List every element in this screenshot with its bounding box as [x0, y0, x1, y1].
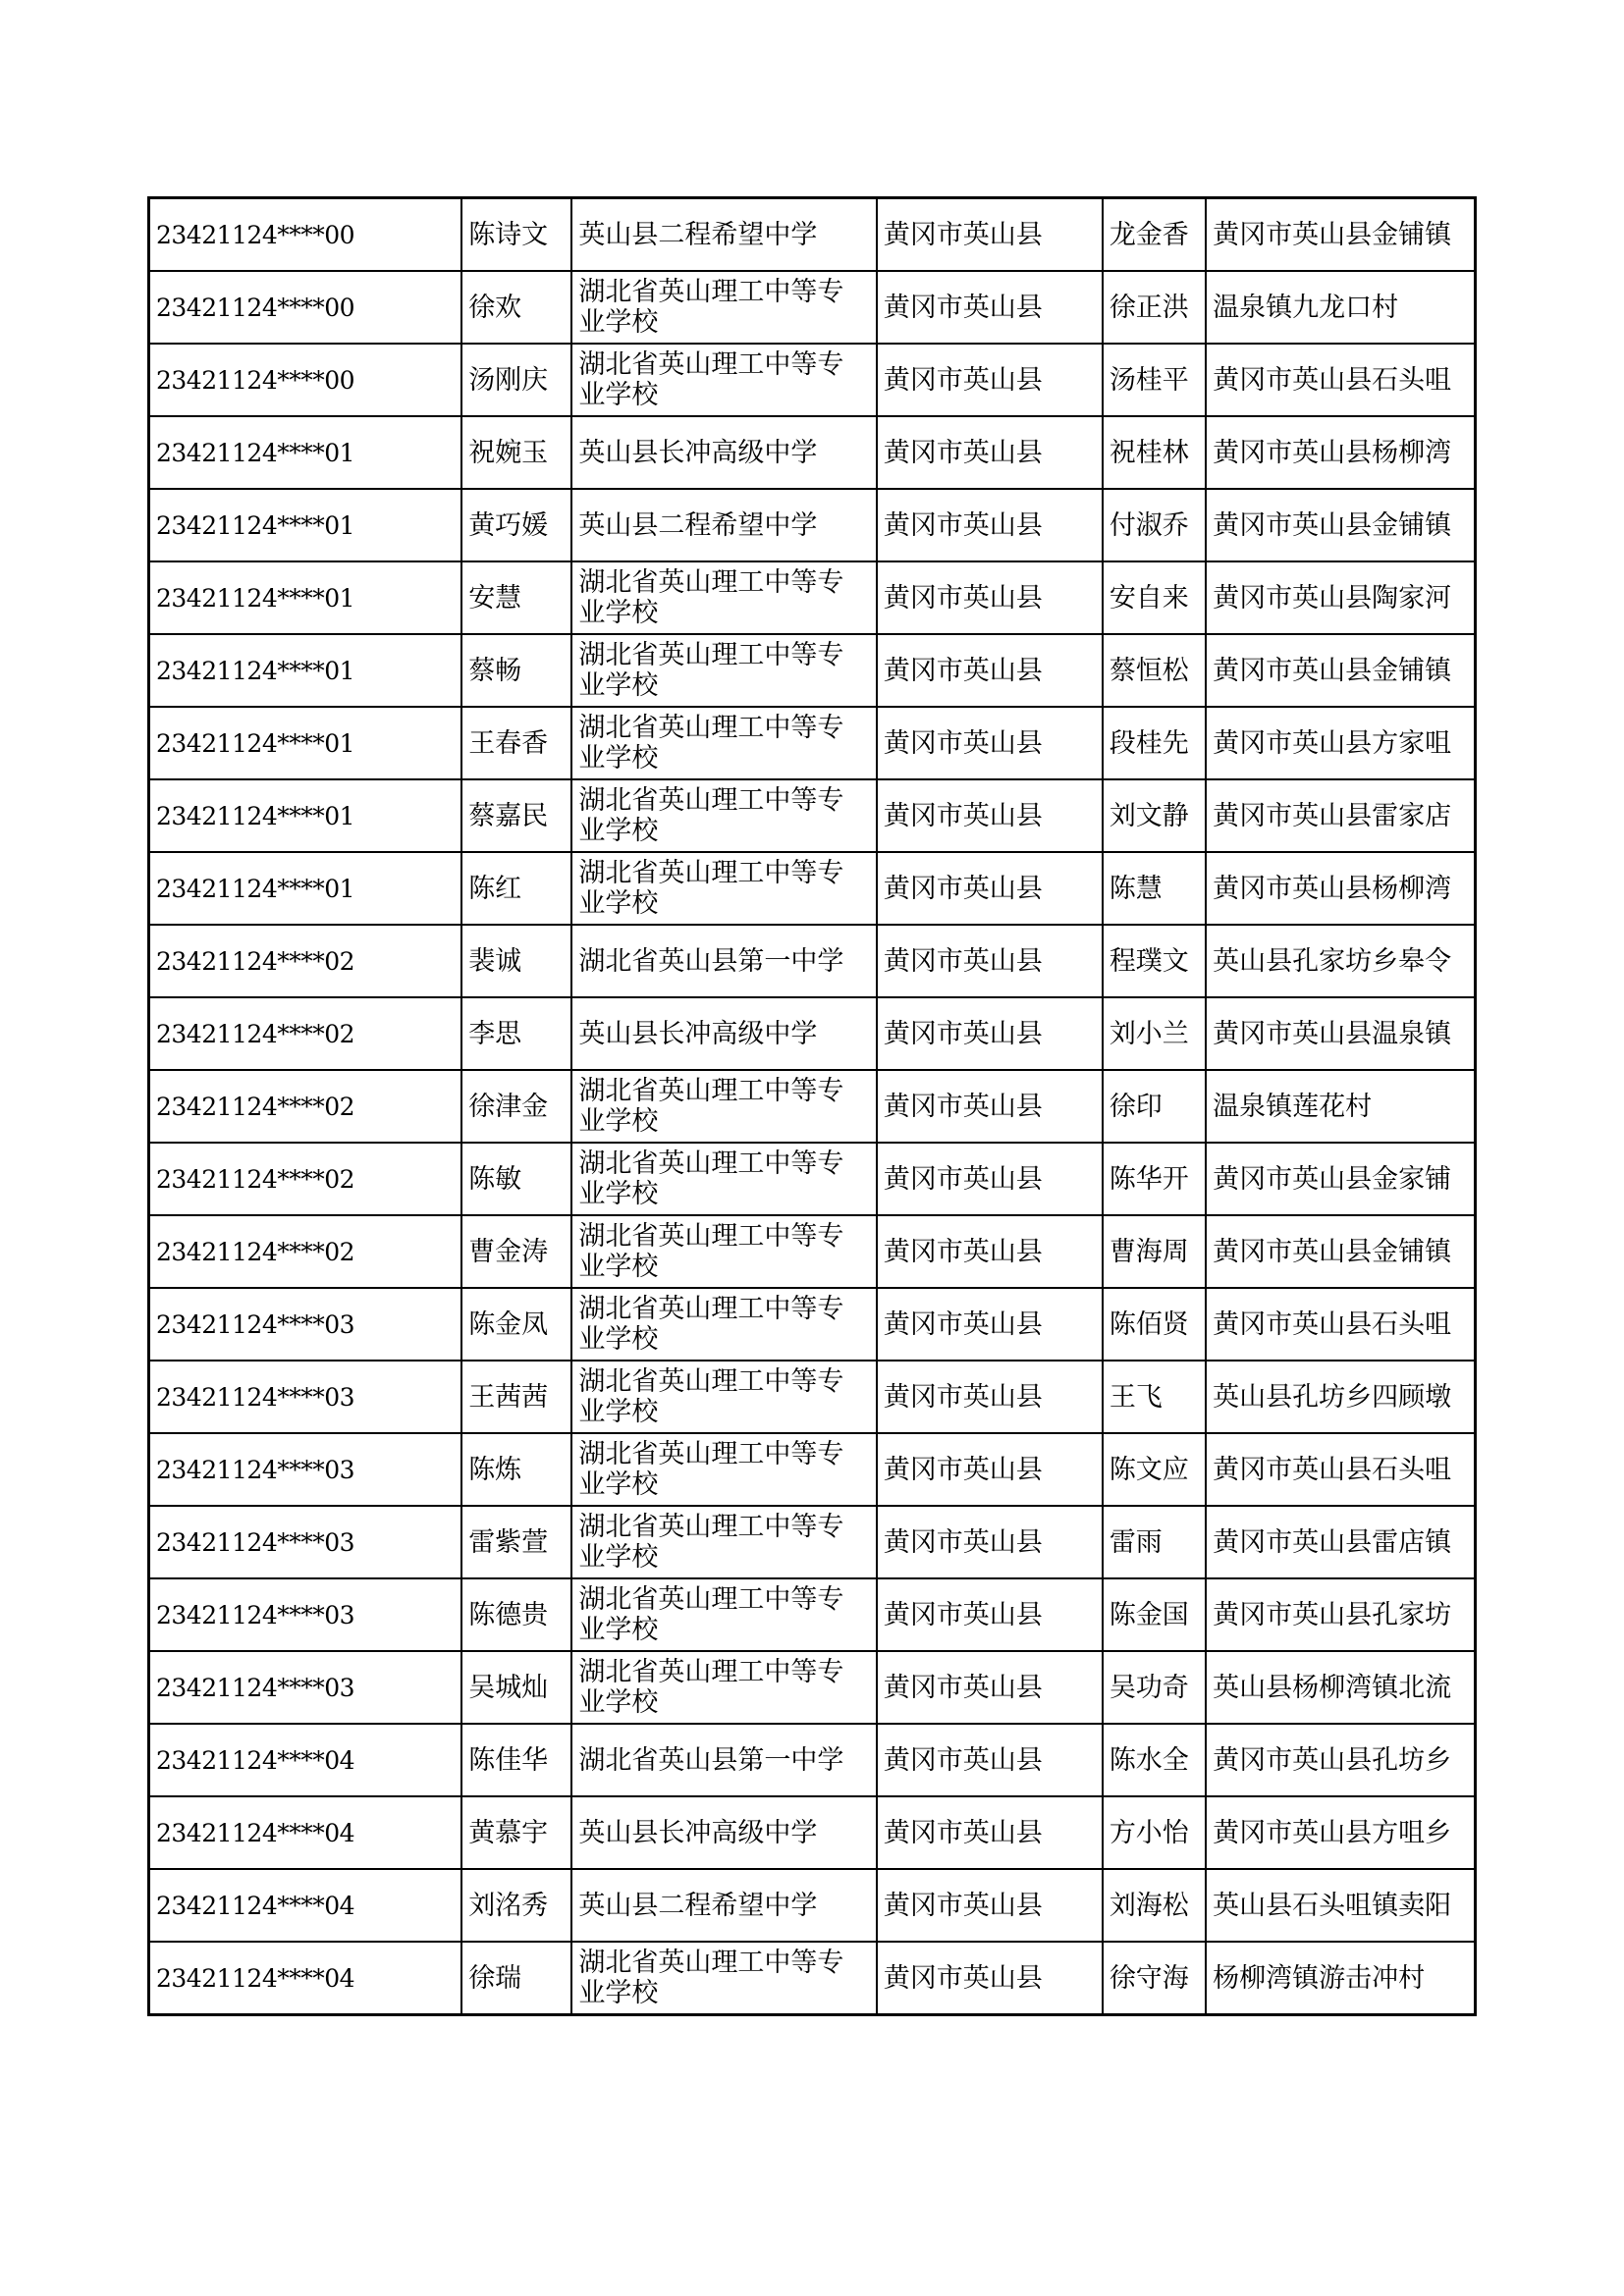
school-cell: 湖北省英山理工中等专业学校: [571, 634, 876, 707]
region-cell: 黄冈市英山县: [877, 1215, 1103, 1288]
table-row: [149, 852, 1476, 925]
student-name-cell: 陈红: [461, 852, 571, 925]
table-row: [149, 707, 1476, 779]
address-cell: 黄冈市英山县金家铺: [1206, 1143, 1475, 1215]
student-name-cell: 裴诚: [461, 925, 571, 997]
student-name-cell: 雷紫萱: [461, 1506, 571, 1578]
table-row: [149, 416, 1476, 489]
student-name-cell: 陈炼: [461, 1433, 571, 1506]
table-row: [149, 1361, 1476, 1433]
table-row: [149, 561, 1476, 634]
address-cell: 黄冈市英山县杨柳湾: [1206, 416, 1475, 489]
guardian-name-cell: 段桂先: [1103, 707, 1206, 779]
student-name-cell: 徐瑞: [461, 1942, 571, 2015]
guardian-name-cell: 陈金国: [1103, 1578, 1206, 1651]
guardian-name-cell: 刘小兰: [1103, 997, 1206, 1070]
table-row: [149, 344, 1476, 416]
region-cell: 黄冈市英山县: [877, 561, 1103, 634]
guardian-name-cell: 徐守海: [1103, 1942, 1206, 2015]
id-number-cell: 23421124****04: [149, 1724, 462, 1796]
school-cell: 英山县二程希望中学: [571, 1869, 876, 1942]
guardian-name-cell: 曹海周: [1103, 1215, 1206, 1288]
guardian-name-cell: 徐印: [1103, 1070, 1206, 1143]
id-number-cell: 23421124****04: [149, 1869, 462, 1942]
student-name-cell: 王春香: [461, 707, 571, 779]
id-number-cell: 23421124****03: [149, 1288, 462, 1361]
region-cell: 黄冈市英山县: [877, 997, 1103, 1070]
id-number-cell: 23421124****02: [149, 1143, 462, 1215]
address-cell: 黄冈市英山县石头咀: [1206, 344, 1475, 416]
school-cell: 湖北省英山理工中等专业学校: [571, 852, 876, 925]
school-cell: 湖北省英山理工中等专业学校: [571, 1578, 876, 1651]
student-name-cell: 刘洺秀: [461, 1869, 571, 1942]
id-number-cell: 23421124****03: [149, 1433, 462, 1506]
guardian-name-cell: 陈文应: [1103, 1433, 1206, 1506]
region-cell: 黄冈市英山县: [877, 1724, 1103, 1796]
id-number-cell: 23421124****01: [149, 634, 462, 707]
school-cell: 湖北省英山理工中等专业学校: [571, 271, 876, 344]
id-number-cell: 23421124****01: [149, 707, 462, 779]
region-cell: 黄冈市英山县: [877, 1070, 1103, 1143]
student-name-cell: 吴城灿: [461, 1651, 571, 1724]
school-cell: 英山县二程希望中学: [571, 198, 876, 272]
id-number-cell: 23421124****03: [149, 1651, 462, 1724]
guardian-name-cell: 方小怡: [1103, 1796, 1206, 1869]
school-cell: 英山县二程希望中学: [571, 489, 876, 561]
id-number-cell: 23421124****01: [149, 852, 462, 925]
region-cell: 黄冈市英山县: [877, 416, 1103, 489]
school-cell: 湖北省英山县第一中学: [571, 1724, 876, 1796]
table-row: [149, 1942, 1476, 2015]
id-number-cell: 23421124****01: [149, 416, 462, 489]
guardian-name-cell: 陈水全: [1103, 1724, 1206, 1796]
student-table: [147, 196, 1477, 2016]
address-cell: 杨柳湾镇游击冲村: [1206, 1942, 1475, 2015]
student-name-cell: 安慧: [461, 561, 571, 634]
student-name-cell: 蔡畅: [461, 634, 571, 707]
id-number-cell: 23421124****02: [149, 997, 462, 1070]
school-cell: 湖北省英山理工中等专业学校: [571, 1143, 876, 1215]
student-name-cell: 徐欢: [461, 271, 571, 344]
address-cell: 黄冈市英山县方咀乡: [1206, 1796, 1475, 1869]
address-cell: 黄冈市英山县孔坊乡: [1206, 1724, 1475, 1796]
address-cell: 英山县孔家坊乡皋令: [1206, 925, 1475, 997]
address-cell: 黄冈市英山县石头咀: [1206, 1288, 1475, 1361]
student-name-cell: 陈佳华: [461, 1724, 571, 1796]
table-row: [149, 1724, 1476, 1796]
address-cell: 黄冈市英山县雷店镇: [1206, 1506, 1475, 1578]
region-cell: 黄冈市英山县: [877, 634, 1103, 707]
region-cell: 黄冈市英山县: [877, 1288, 1103, 1361]
region-cell: 黄冈市英山县: [877, 1506, 1103, 1578]
id-number-cell: 23421124****03: [149, 1506, 462, 1578]
address-cell: 黄冈市英山县方家咀: [1206, 707, 1475, 779]
student-name-cell: 王茜茜: [461, 1361, 571, 1433]
table-row: [149, 1070, 1476, 1143]
address-cell: 黄冈市英山县金铺镇: [1206, 1215, 1475, 1288]
school-cell: 湖北省英山理工中等专业学校: [571, 1506, 876, 1578]
table-row: [149, 1433, 1476, 1506]
address-cell: 英山县杨柳湾镇北流: [1206, 1651, 1475, 1724]
address-cell: 英山县石头咀镇卖阳: [1206, 1869, 1475, 1942]
student-table-body: [149, 198, 1476, 2015]
address-cell: 黄冈市英山县孔家坊: [1206, 1578, 1475, 1651]
region-cell: 黄冈市英山县: [877, 1143, 1103, 1215]
address-cell: 温泉镇九龙口村: [1206, 271, 1475, 344]
school-cell: 湖北省英山理工中等专业学校: [571, 707, 876, 779]
student-name-cell: 黄慕宇: [461, 1796, 571, 1869]
id-number-cell: 23421124****02: [149, 1070, 462, 1143]
region-cell: 黄冈市英山县: [877, 779, 1103, 852]
guardian-name-cell: 蔡恒松: [1103, 634, 1206, 707]
guardian-name-cell: 王飞: [1103, 1361, 1206, 1433]
address-cell: 黄冈市英山县雷家店: [1206, 779, 1475, 852]
student-name-cell: 黄巧媛: [461, 489, 571, 561]
school-cell: 英山县长冲高级中学: [571, 997, 876, 1070]
guardian-name-cell: 陈慧: [1103, 852, 1206, 925]
guardian-name-cell: 汤桂平: [1103, 344, 1206, 416]
id-number-cell: 23421124****04: [149, 1796, 462, 1869]
school-cell: 英山县长冲高级中学: [571, 1796, 876, 1869]
id-number-cell: 23421124****00: [149, 198, 462, 272]
table-row: [149, 271, 1476, 344]
student-name-cell: 陈金凤: [461, 1288, 571, 1361]
school-cell: 英山县长冲高级中学: [571, 416, 876, 489]
guardian-name-cell: 祝桂林: [1103, 416, 1206, 489]
table-row: [149, 779, 1476, 852]
table-row: [149, 489, 1476, 561]
id-number-cell: 23421124****00: [149, 344, 462, 416]
table-row: [149, 925, 1476, 997]
table-row: [149, 1796, 1476, 1869]
id-number-cell: 23421124****03: [149, 1361, 462, 1433]
guardian-name-cell: 程璞文: [1103, 925, 1206, 997]
student-name-cell: 陈诗文: [461, 198, 571, 272]
guardian-name-cell: 雷雨: [1103, 1506, 1206, 1578]
student-name-cell: 李思: [461, 997, 571, 1070]
guardian-name-cell: 徐正洪: [1103, 271, 1206, 344]
address-cell: 黄冈市英山县金铺镇: [1206, 198, 1475, 272]
school-cell: 湖北省英山理工中等专业学校: [571, 1361, 876, 1433]
school-cell: 湖北省英山理工中等专业学校: [571, 1215, 876, 1288]
table-row: [149, 634, 1476, 707]
address-cell: 黄冈市英山县杨柳湾: [1206, 852, 1475, 925]
id-number-cell: 23421124****01: [149, 489, 462, 561]
address-cell: 黄冈市英山县温泉镇: [1206, 997, 1475, 1070]
region-cell: 黄冈市英山县: [877, 271, 1103, 344]
student-name-cell: 祝婉玉: [461, 416, 571, 489]
student-name-cell: 陈德贵: [461, 1578, 571, 1651]
guardian-name-cell: 吴功奇: [1103, 1651, 1206, 1724]
region-cell: 黄冈市英山县: [877, 489, 1103, 561]
student-name-cell: 陈敏: [461, 1143, 571, 1215]
school-cell: 湖北省英山理工中等专业学校: [571, 1651, 876, 1724]
table-row: [149, 1215, 1476, 1288]
table-row: [149, 1869, 1476, 1942]
school-cell: 湖北省英山理工中等专业学校: [571, 1288, 876, 1361]
table-row: [149, 1506, 1476, 1578]
id-number-cell: 23421124****00: [149, 271, 462, 344]
guardian-name-cell: 刘海松: [1103, 1869, 1206, 1942]
region-cell: 黄冈市英山县: [877, 344, 1103, 416]
address-cell: 黄冈市英山县金铺镇: [1206, 489, 1475, 561]
address-cell: 黄冈市英山县金铺镇: [1206, 634, 1475, 707]
id-number-cell: 23421124****02: [149, 925, 462, 997]
table-row: [149, 1578, 1476, 1651]
table-row: [149, 1143, 1476, 1215]
region-cell: 黄冈市英山县: [877, 1361, 1103, 1433]
table-row: [149, 997, 1476, 1070]
region-cell: 黄冈市英山县: [877, 1942, 1103, 2015]
region-cell: 黄冈市英山县: [877, 925, 1103, 997]
student-name-cell: 徐津金: [461, 1070, 571, 1143]
address-cell: 黄冈市英山县陶家河: [1206, 561, 1475, 634]
id-number-cell: 23421124****01: [149, 561, 462, 634]
region-cell: 黄冈市英山县: [877, 852, 1103, 925]
guardian-name-cell: 安自来: [1103, 561, 1206, 634]
guardian-name-cell: 付淑乔: [1103, 489, 1206, 561]
guardian-name-cell: 刘文静: [1103, 779, 1206, 852]
region-cell: 黄冈市英山县: [877, 198, 1103, 272]
region-cell: 黄冈市英山县: [877, 1578, 1103, 1651]
guardian-name-cell: 龙金香: [1103, 198, 1206, 272]
guardian-name-cell: 陈佰贤: [1103, 1288, 1206, 1361]
address-cell: 英山县孔坊乡四顾墩: [1206, 1361, 1475, 1433]
id-number-cell: 23421124****01: [149, 779, 462, 852]
region-cell: 黄冈市英山县: [877, 1796, 1103, 1869]
student-name-cell: 汤刚庆: [461, 344, 571, 416]
school-cell: 湖北省英山理工中等专业学校: [571, 1070, 876, 1143]
school-cell: 湖北省英山理工中等专业学校: [571, 561, 876, 634]
school-cell: 湖北省英山理工中等专业学校: [571, 779, 876, 852]
school-cell: 湖北省英山县第一中学: [571, 925, 876, 997]
table-row: [149, 1651, 1476, 1724]
student-name-cell: 曹金涛: [461, 1215, 571, 1288]
address-cell: 温泉镇莲花村: [1206, 1070, 1475, 1143]
region-cell: 黄冈市英山县: [877, 1651, 1103, 1724]
id-number-cell: 23421124****04: [149, 1942, 462, 2015]
table-row: [149, 198, 1476, 272]
region-cell: 黄冈市英山县: [877, 1433, 1103, 1506]
address-cell: 黄冈市英山县石头咀: [1206, 1433, 1475, 1506]
id-number-cell: 23421124****03: [149, 1578, 462, 1651]
id-number-cell: 23421124****02: [149, 1215, 462, 1288]
school-cell: 湖北省英山理工中等专业学校: [571, 1942, 876, 2015]
guardian-name-cell: 陈华开: [1103, 1143, 1206, 1215]
school-cell: 湖北省英山理工中等专业学校: [571, 344, 876, 416]
student-name-cell: 蔡嘉民: [461, 779, 571, 852]
table-row: [149, 1288, 1476, 1361]
region-cell: 黄冈市英山县: [877, 707, 1103, 779]
school-cell: 湖北省英山理工中等专业学校: [571, 1433, 876, 1506]
region-cell: 黄冈市英山县: [877, 1869, 1103, 1942]
